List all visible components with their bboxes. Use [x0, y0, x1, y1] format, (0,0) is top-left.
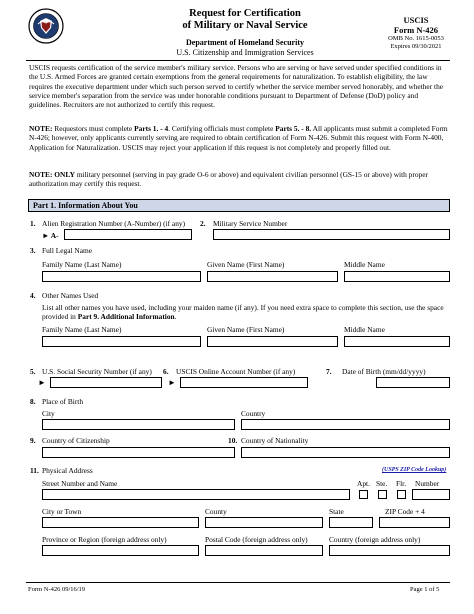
- dhs-seal-icon: [28, 8, 64, 44]
- birth-country-field[interactable]: [241, 419, 450, 430]
- full-legal-name-label: Full Legal Name: [42, 246, 93, 255]
- other-names-instructions: List all other names you have used, including your maiden name (if any). If you need extra space to complete this section, use the space provided in Part 9. Additional Information.: [42, 303, 444, 322]
- q4-number: 4.: [30, 291, 36, 300]
- q8-number: 8.: [30, 397, 36, 406]
- agency-name: U.S. Citizenship and Immigration Services: [176, 48, 314, 57]
- street-field[interactable]: [42, 489, 350, 500]
- province-label: Province or Region (foreign address only): [42, 535, 167, 544]
- given-name-field[interactable]: [207, 271, 338, 282]
- other-family-name-label: Family Name (Last Name): [42, 325, 122, 334]
- foreign-country-field[interactable]: [329, 545, 450, 556]
- q1-number: 1.: [30, 219, 36, 228]
- ssn-field[interactable]: [50, 377, 162, 388]
- middle-name-label: Middle Name: [344, 260, 385, 269]
- county-label: County: [205, 507, 227, 516]
- state-label: State: [329, 507, 344, 516]
- country-of-nationality-label: Country of Nationality: [241, 436, 309, 445]
- country-of-citizenship-field[interactable]: [42, 447, 235, 458]
- place-of-birth-label: Place of Birth: [42, 397, 84, 406]
- dob-field[interactable]: [376, 377, 450, 388]
- header-divider: [26, 60, 450, 61]
- birth-country-label: Country: [241, 409, 266, 418]
- other-names-label: Other Names Used: [42, 291, 99, 300]
- other-middle-name-field[interactable]: [344, 336, 450, 347]
- city-town-field[interactable]: [42, 517, 199, 528]
- form-identifier: USCIS Form N-426 OMB No. 1615-0053 Expires 09/30/2021: [388, 15, 444, 50]
- part1-heading-bar: [28, 199, 450, 212]
- family-name-field[interactable]: [42, 271, 201, 282]
- q11-number: 11.: [30, 466, 39, 475]
- zip-label: ZIP Code + 4: [385, 507, 425, 516]
- intro-paragraph: USCIS requests certification of the service member's military service. Persons who are serving or have served under specified conditions in the U.S. Armed Forces are granted certain exemptions from the general requirements for naturalization. To establish eligibility, the law requires the executive department under which such person served to certify whether the service member served honorably, and whether the service member's separation from the service was under honorable conditions pursuant to Department of Defense (DoD) policy and guidelines. Recruiters are not authorized to certify this request.: [29, 63, 444, 110]
- other-given-name-label: Given Name (First Name): [207, 325, 285, 334]
- usps-zip-lookup-link[interactable]: (USPS ZIP Code Lookup): [382, 467, 447, 473]
- flr-checkbox[interactable]: [397, 490, 406, 499]
- q3-number: 3.: [30, 246, 36, 255]
- other-middle-name-label: Middle Name: [344, 325, 385, 334]
- department-name: Department of Homeland Security: [186, 38, 304, 47]
- province-field[interactable]: [42, 545, 199, 556]
- apt-label: Apt.: [357, 479, 370, 488]
- ste-label: Ste.: [376, 479, 388, 488]
- flr-label: Flr.: [396, 479, 407, 488]
- form-edition: Form N-426 09/16/19: [28, 586, 86, 593]
- page-number: Page 1 of 5: [410, 586, 440, 593]
- uscis-account-label: USCIS Online Account Number (if any): [176, 367, 296, 376]
- country-of-nationality-field[interactable]: [241, 447, 450, 458]
- county-field[interactable]: [205, 517, 323, 528]
- part1-heading: Part 1. Information About You: [33, 201, 138, 210]
- postal-code-field[interactable]: [205, 545, 323, 556]
- birth-city-field[interactable]: [42, 419, 235, 430]
- uscis-account-field[interactable]: [180, 377, 308, 388]
- given-name-label: Given Name (First Name): [207, 260, 285, 269]
- street-label: Street Number and Name: [42, 479, 118, 488]
- birth-city-label: City: [42, 409, 55, 418]
- requestor-note: NOTE: Requestors must complete Parts 1. - 4. Certifying officials must complete Parts 5. - 8. All applicants must submit a completed Form N-426; however, only applicants currently serving are required to obtain certification of Form N-426. Submit this request with Form N-400, Application for Naturalization. USCIS may reject your application if this request is not completely and properly filled out.: [29, 124, 448, 152]
- middle-name-field[interactable]: [344, 271, 450, 282]
- q2-number: 2.: [200, 219, 206, 228]
- a-number-field[interactable]: [64, 229, 192, 240]
- ssn-label: U.S. Social Security Number (if any): [42, 367, 152, 376]
- q5-number: 5.: [30, 367, 36, 376]
- postal-code-label: Postal Code (foreign address only): [205, 535, 308, 544]
- other-given-name-field[interactable]: [207, 336, 338, 347]
- family-name-label: Family Name (Last Name): [42, 260, 122, 269]
- q10-number: 10.: [228, 436, 238, 445]
- footer-divider: [26, 582, 450, 583]
- uscis-account-arrow-icon: ►: [168, 378, 176, 387]
- certification-note: NOTE: ONLY military personnel (serving in pay grade O-6 or above) and equivalent civilian personnel (GS-15 or above) with proper authorization may certify this request.: [29, 170, 428, 189]
- ssn-arrow-icon: ►: [38, 378, 46, 387]
- a-number-prefix: ► A-: [42, 231, 59, 240]
- dob-label: Date of Birth (mm/dd/yyyy): [342, 367, 426, 376]
- physical-address-label: Physical Address: [42, 466, 93, 475]
- foreign-country-label: Country (foreign address only): [329, 535, 421, 544]
- apt-checkbox[interactable]: [359, 490, 368, 499]
- q9-number: 9.: [30, 436, 36, 445]
- city-town-label: City or Town: [42, 507, 82, 516]
- form-title: Request for Certification of Military or Naval Service: [182, 8, 308, 31]
- unit-number-label: Number: [415, 479, 440, 488]
- q6-number: 6.: [163, 367, 169, 376]
- q7-number: 7.: [326, 367, 332, 376]
- military-service-number-label: Military Service Number: [213, 219, 288, 228]
- unit-number-field[interactable]: [412, 489, 450, 500]
- country-of-citizenship-label: Country of Citizenship: [42, 436, 110, 445]
- zip-field[interactable]: [379, 517, 450, 528]
- military-service-number-field[interactable]: [213, 229, 450, 240]
- other-family-name-field[interactable]: [42, 336, 201, 347]
- ste-checkbox[interactable]: [378, 490, 387, 499]
- a-number-label: Alien Registration Number (A-Number) (if any): [42, 219, 186, 228]
- state-select[interactable]: [329, 517, 373, 528]
